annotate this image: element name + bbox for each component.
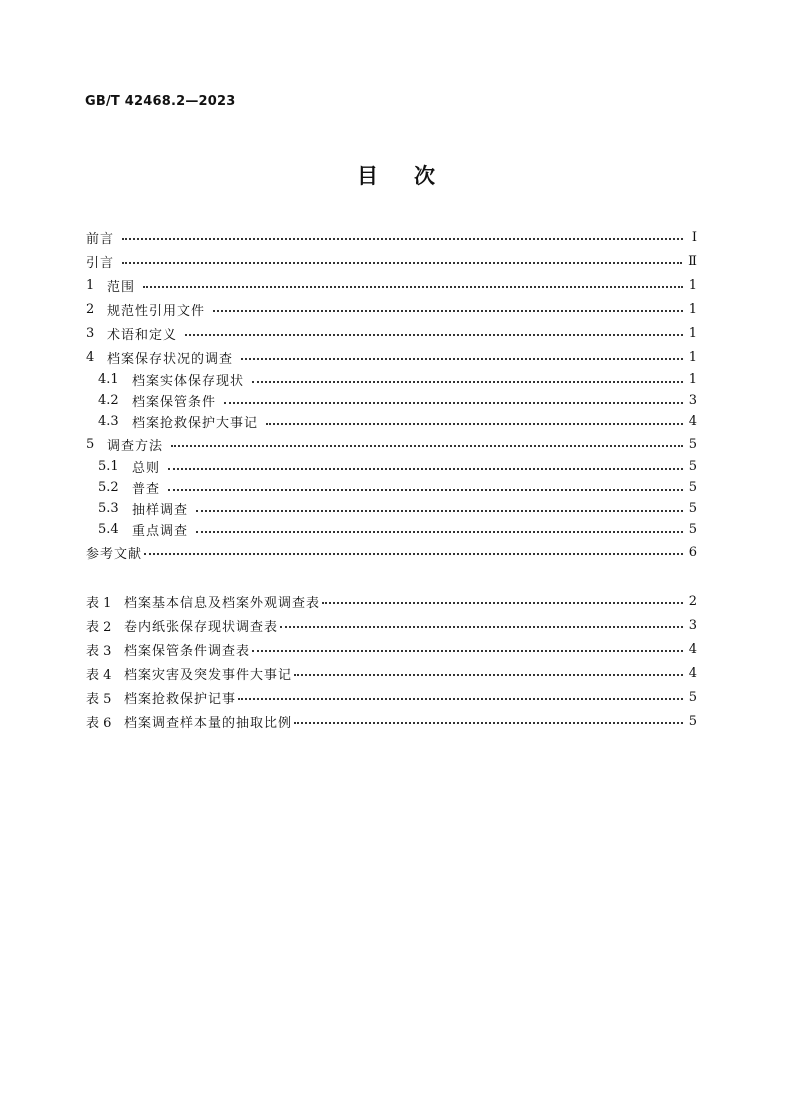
toc-entry-5-3[interactable] — [86, 498, 697, 519]
leader-dots — [238, 698, 683, 700]
toc-entry-page: 1 — [688, 372, 697, 387]
toc-entry-number: 表 4 — [86, 667, 112, 683]
leader-dots — [294, 722, 683, 724]
toc-entry-table-4[interactable] — [86, 661, 697, 685]
toc-entry-scope[interactable] — [86, 273, 697, 297]
toc-entry-number: 表 1 — [86, 595, 112, 611]
toc-entry-page: 4 — [688, 641, 697, 657]
toc-entry-4-1[interactable] — [86, 369, 697, 390]
page-title: 目次 — [357, 164, 471, 188]
toc-entry-number: 4.3 — [98, 414, 119, 429]
toc-entry-label: 档案保管条件 — [132, 395, 217, 410]
toc-entry-number: 5.4 — [98, 522, 119, 537]
toc-entry-page: 1 — [688, 349, 697, 365]
toc-entry-number: 5.2 — [98, 480, 119, 495]
toc-entry-number: 表 3 — [86, 643, 112, 659]
leader-dots — [213, 310, 683, 312]
toc-entry-label: 参考文献 — [86, 546, 143, 562]
toc-entry-label: 抽样调查 — [132, 503, 189, 518]
toc-entry-label: 引言 — [86, 255, 115, 271]
toc-entry-5-1[interactable] — [86, 456, 697, 477]
leader-dots — [322, 602, 683, 604]
leader-dots — [185, 334, 683, 336]
toc-entry-foreword[interactable] — [86, 225, 697, 249]
toc-entry-5-2[interactable] — [86, 477, 697, 498]
toc-entry-label: 档案抢救保护大事记 — [132, 416, 259, 431]
toc-entry-label: 档案基本信息及档案外观调查表 — [124, 595, 321, 611]
toc-entry-table-5[interactable] — [86, 685, 697, 709]
leader-dots — [196, 510, 683, 512]
toc-entry-page: Ⅱ — [688, 253, 697, 269]
toc-entry-label: 术语和定义 — [107, 327, 178, 343]
section-spacer — [86, 564, 697, 589]
toc-entry-number: 4.2 — [98, 393, 119, 408]
toc-entry-page: 1 — [688, 277, 697, 293]
toc-entry-label: 总则 — [132, 461, 161, 476]
toc-entry-page: 5 — [688, 501, 697, 516]
table-of-contents — [86, 225, 697, 733]
toc-entry-label: 卷内纸张保存现状调查表 — [124, 619, 279, 635]
toc-entry-number: 4.1 — [98, 372, 119, 387]
document-code: GB/T 42468.2—2023 — [85, 94, 236, 109]
toc-entry-page: 3 — [688, 393, 697, 408]
leader-dots — [144, 553, 683, 555]
toc-entry-page: 5 — [688, 713, 697, 729]
toc-entry-page: 5 — [688, 689, 697, 705]
toc-entry-page: 3 — [688, 617, 697, 633]
toc-entry-label: 普查 — [132, 482, 161, 497]
toc-entry-bibliography[interactable] — [86, 540, 697, 564]
toc-entry-4-3[interactable] — [86, 411, 697, 432]
toc-entry-label: 档案抢救保护记事 — [124, 691, 237, 707]
toc-entry-label: 档案保存状况的调查 — [107, 351, 234, 367]
toc-entry-introduction[interactable] — [86, 249, 697, 273]
toc-entry-page: Ⅰ — [691, 229, 697, 245]
toc-entry-page: 1 — [688, 301, 697, 317]
toc-entry-table-2[interactable] — [86, 613, 697, 637]
leader-dots — [168, 468, 683, 470]
toc-entry-page: 4 — [688, 665, 697, 681]
toc-entry-label: 规范性引用文件 — [107, 303, 206, 319]
toc-entry-label: 范围 — [107, 279, 136, 295]
toc-entry-number: 5.1 — [98, 459, 119, 474]
leader-dots — [224, 402, 683, 404]
toc-entry-page: 1 — [688, 325, 697, 341]
toc-entry-5-4[interactable] — [86, 519, 697, 540]
toc-entry-label: 前言 — [86, 231, 115, 247]
toc-entry-table-3[interactable] — [86, 637, 697, 661]
toc-entry-survey-methods[interactable] — [86, 432, 697, 456]
leader-dots — [252, 650, 683, 652]
leader-dots — [168, 489, 683, 491]
leader-dots — [280, 626, 683, 628]
toc-entry-label: 重点调查 — [132, 524, 189, 539]
toc-entry-number: 2 — [86, 301, 95, 317]
toc-entry-page: 5 — [688, 459, 697, 474]
leader-dots — [241, 358, 683, 360]
toc-entry-label: 档案灾害及突发事件大事记 — [124, 667, 293, 683]
toc-entry-page: 5 — [688, 480, 697, 495]
toc-entry-normative-references[interactable] — [86, 297, 697, 321]
toc-entry-number: 5 — [86, 436, 95, 452]
leader-dots — [122, 238, 683, 240]
leader-dots — [122, 262, 682, 264]
leader-dots — [294, 674, 683, 676]
toc-entry-4-2[interactable] — [86, 390, 697, 411]
toc-entry-page: 4 — [688, 414, 697, 429]
toc-entry-terms-definitions[interactable] — [86, 321, 697, 345]
toc-entry-table-6[interactable] — [86, 709, 697, 733]
toc-entry-number: 表 6 — [86, 715, 112, 731]
leader-dots — [171, 445, 683, 447]
toc-entry-label: 调查方法 — [107, 438, 164, 454]
leader-dots — [266, 423, 683, 425]
toc-entry-label: 档案实体保存现状 — [132, 374, 245, 389]
toc-entry-number: 1 — [86, 277, 95, 293]
toc-entry-number: 4 — [86, 349, 95, 365]
toc-entry-number: 5.3 — [98, 501, 119, 516]
toc-entry-preservation-survey[interactable] — [86, 345, 697, 369]
toc-entry-number: 3 — [86, 325, 95, 341]
leader-dots — [196, 531, 683, 533]
leader-dots — [143, 286, 683, 288]
leader-dots — [252, 381, 683, 383]
toc-entry-page: 6 — [688, 544, 697, 560]
toc-entry-number: 表 2 — [86, 619, 112, 635]
toc-entry-page: 5 — [688, 522, 697, 537]
toc-entry-table-1[interactable] — [86, 589, 697, 613]
toc-entry-page: 5 — [688, 436, 697, 452]
toc-entry-page: 2 — [688, 593, 697, 609]
toc-entry-label: 档案保管条件调查表 — [124, 643, 251, 659]
toc-entry-label: 档案调查样本量的抽取比例 — [124, 715, 293, 731]
toc-entry-number: 表 5 — [86, 691, 112, 707]
